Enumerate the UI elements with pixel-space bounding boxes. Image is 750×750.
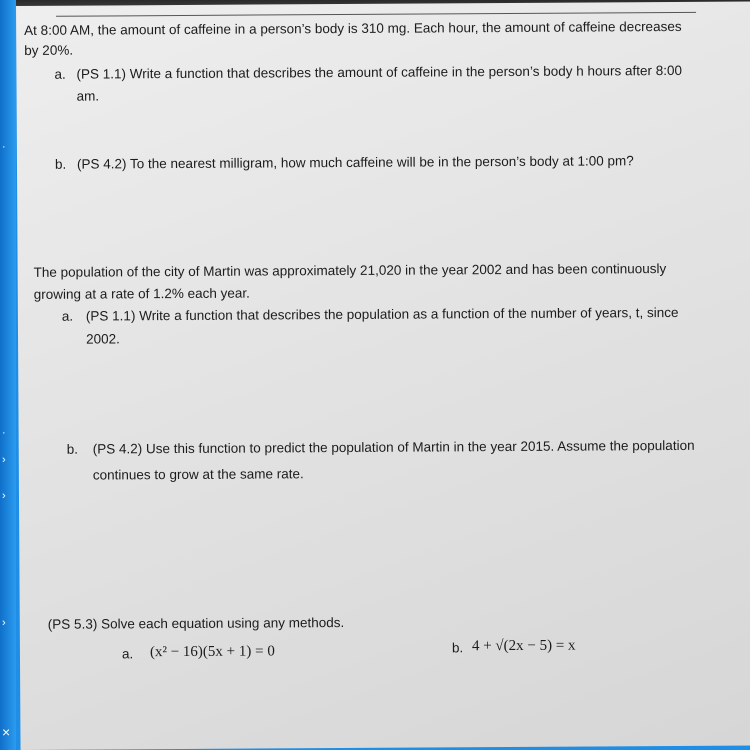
left-blue-strip [0,0,16,750]
strip-mark-icon: › [2,617,6,629]
close-icon[interactable]: × [2,724,11,740]
problem2-line2: growing at a rate of 1.2% each year. [33,285,250,302]
problem1-a-line1: (PS 1.1) Write a function that describes the amount of caffeine in the person’s body h hours after 8:00 [76,62,683,82]
strip-mark-icon: · [2,427,6,439]
strip-mark-icon: · [2,141,6,153]
strip-mark-icon: › [2,490,6,502]
problem2-a-label: a. [61,308,74,324]
problem2-b-line2: continues to grow at the same rate. [92,466,304,483]
problem1-b-label: b. [54,156,67,172]
problem2-a-line2: 2002. [85,331,120,347]
worksheet-page [16,2,750,750]
problem2-b-line1: (PS 4.2) Use this function to predict the population of Martin in the year 2015. Assume the population [92,437,695,457]
problem2-line1: The population of the city of Martin was approximately 21,020 in the year 2002 and has been continuously [33,261,667,280]
problem3-a-label: a. [121,646,134,662]
problem1-line1: At 8:00 AM, the amount of caffeine in a person’s body is 310 mg. Each hour, the amount of caffeine decreases [24,18,682,38]
problem1-b-line1: (PS 4.2) To the nearest milligram, how much caffeine will be in the person’s body at 1:00 pm? [76,153,634,172]
problem1-a-line2: am. [76,88,100,104]
header-rule [56,12,696,17]
problem3-b-equation: 4 + √(2x − 5) = x [471,637,576,655]
strip-mark-icon: › [2,454,6,466]
problem1-line2: by 20%. [24,42,74,58]
problem2-a-line1: (PS 1.1) Write a function that describes the population as a function of the number of years, t, since [85,304,679,324]
problem3-b-label: b. [451,640,464,656]
problem3-line1: (PS 5.3) Solve each equation using any methods. [47,615,345,632]
problem2-b-label: b. [66,441,79,457]
problem3-a-equation: (x² − 16)(5x + 1) = 0 [149,643,275,661]
problem1-a-label: a. [54,66,66,82]
